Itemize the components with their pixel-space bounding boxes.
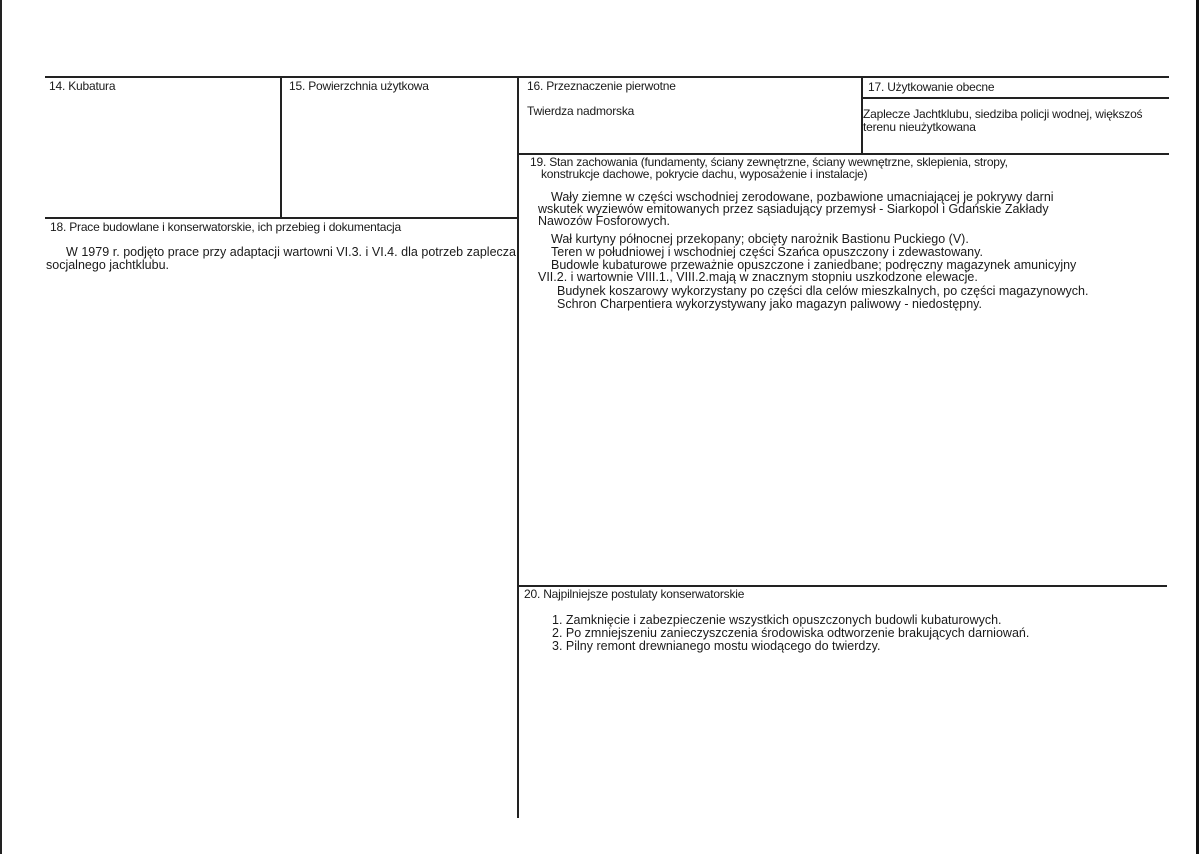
list-item: 3. Pilny remont drewnianego mostu wiodącego do twierdzy. bbox=[552, 639, 881, 653]
field-19-label-line: konstrukcje dachowe, pokrycie dachu, wyposażenie i instalacje) bbox=[541, 167, 868, 181]
field-19-text-line: Teren w południowej i wschodniej części Szańca opuszczony i zdewastowany. bbox=[551, 245, 983, 259]
field-19-text-line: wskutek wyziewów emitowanych przez sąsiadujący przemysł - Siarkopol i Gdańskie Zakłady bbox=[538, 202, 1049, 216]
divider-14-15 bbox=[280, 76, 282, 218]
field-17-label: 17. Użytkowanie obecne bbox=[868, 80, 995, 94]
field-15-label: 15. Powierzchnia użytkowa bbox=[289, 79, 429, 93]
field-19-text-line: Schron Charpentiera wykorzystywany jako magazyn paliwowy - niedostępny. bbox=[557, 297, 982, 311]
field-17-value-line: Zaplecze Jachtklubu, siedziba policji wodnej, większoś bbox=[863, 107, 1143, 121]
top-rule bbox=[45, 76, 1169, 78]
list-item: 2. Po zmniejszeniu zanieczyszczenia środowiska odtworzenie brakujących darniowań. bbox=[552, 626, 1030, 640]
field-19-text-line: Budowle kubaturowe przeważnie opuszczone i zaniedbane; podręczny magazynek amunicyjny bbox=[551, 258, 1077, 272]
field-18-label: 18. Prace budowlane i konserwatorskie, ich przebieg i dokumentacja bbox=[50, 220, 402, 234]
field-19-text-line: VII.2. i wartownie VIII.1., VIII.2.mają w znacznym stopniu uszkodzone elewacje. bbox=[538, 270, 978, 284]
list-item: 1. Zamknięcie i zabezpieczenie wszystkich opuszczonych budowli kubaturowych. bbox=[552, 613, 1002, 627]
rule-above-18 bbox=[45, 217, 519, 219]
field-16-value: Twierdza nadmorska bbox=[527, 104, 635, 118]
field-19-text-line: Nawozów Fosforowych. bbox=[538, 214, 670, 228]
field-19-text-line: Budynek koszarowy wykorzystany po części dla celów mieszkalnych, po części magazynowych. bbox=[557, 284, 1089, 298]
field-19-label-line: 19. Stan zachowania (fundamenty, ściany zewnętrzne, ściany wewnętrzne, sklepienia, stropy, bbox=[530, 155, 1008, 169]
field-20-label: 20. Najpilniejsze postulaty konserwatorskie bbox=[524, 587, 745, 601]
field-17-value-line: terenu nieużytkowana bbox=[863, 120, 976, 134]
field-14-label: 14. Kubatura bbox=[49, 79, 116, 93]
field-16-label: 16. Przeznaczenie pierwotne bbox=[527, 79, 676, 93]
field-18-text: W 1979 r. podjęto prace przy adaptacji wartowni VI.3. i VI.4. dla potrzeb zaplecza socjalnego jachtklubu. bbox=[46, 245, 516, 272]
field-19-text-line: Wały ziemne w części wschodniej zerodowane, pozbawione umacniającej je pokrywy darni bbox=[551, 190, 1054, 204]
rule-above-17-value bbox=[861, 97, 1169, 99]
divider-left-right bbox=[517, 76, 519, 818]
field-19-text-line: Wał kurtyny północnej przekopany; obcięty narożnik Bastionu Puckiego (V). bbox=[551, 232, 969, 246]
field-20-list bbox=[552, 614, 1029, 653]
